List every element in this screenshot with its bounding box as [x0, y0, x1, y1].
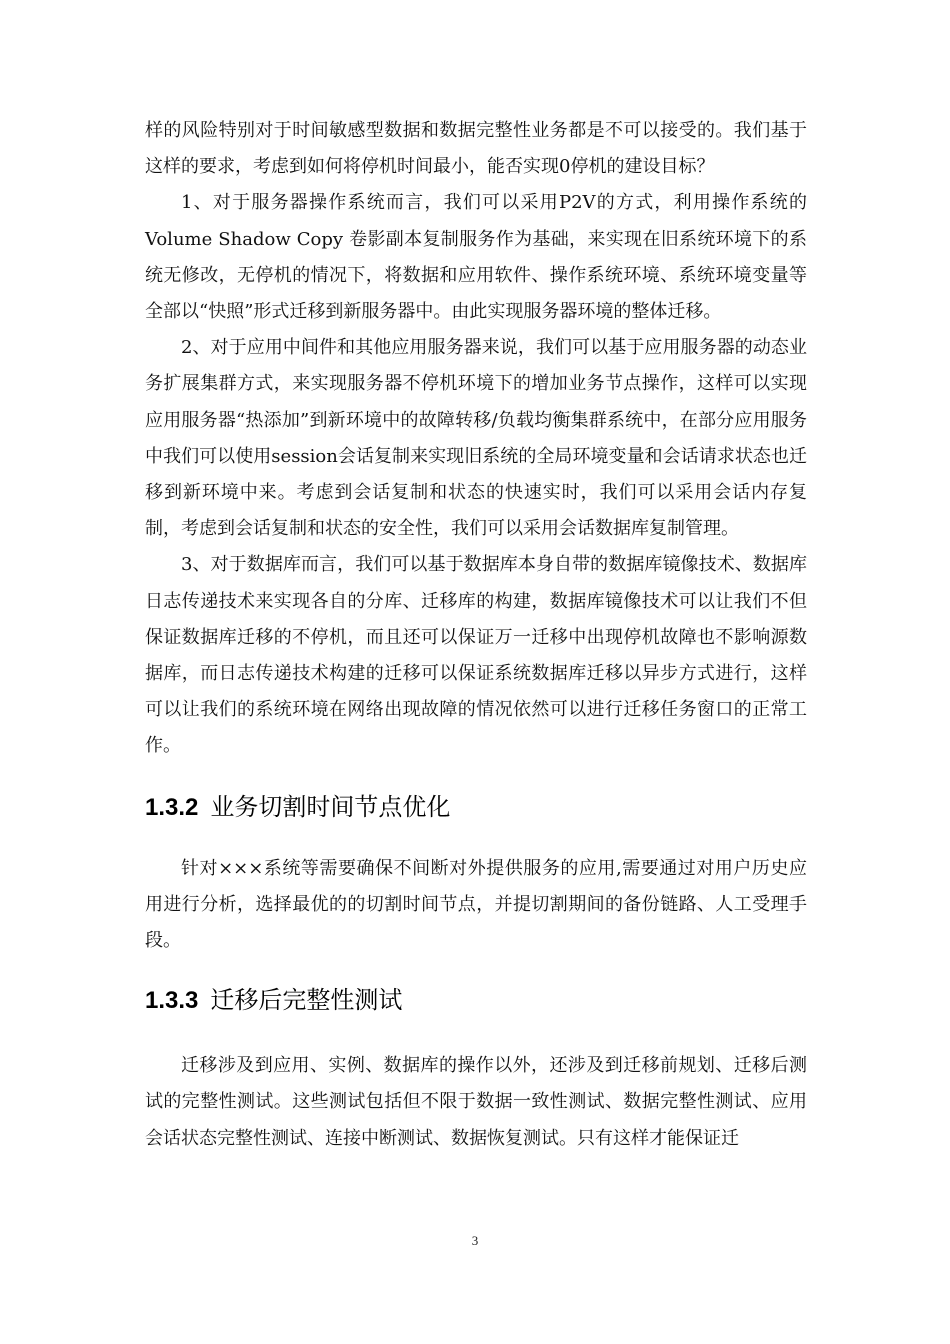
paragraph-integrity-testing: 迁移涉及到应用、实例、数据库的操作以外，还涉及到迁移前规划、迁移后测试的完整性测试。这些测试包括但不限于数据一致性测试、数据完整性测试、应用会话状态完整性测试、连接中断测试、数据恢复测试。只有这样才能保证迁	[145, 1055, 807, 1149]
page-body	[145, 113, 807, 1157]
paragraph-middleware: 2、对于应用中间件和其他应用服务器来说，我们可以基于应用服务器的动态业务扩展集群方式，来实现服务器不停机环境下的增加业务节点操作，这样可以实现应用服务器“热添加”到新环境中的故障转移/负载均衡集群系统中，在部分应用服务中我们可以使用session会话复制来实现旧系统的全局环境变量和会话请求状态也迁移到新环境中来。考虑到会话复制和状态的快速实时，我们可以采用会话内存复制，考虑到会话复制和状态的安全性，我们可以采用会话数据库复制管理。	[145, 337, 807, 540]
paragraph-server-os: 1、对于服务器操作系统而言，我们可以采用P2V的方式，利用操作系统的Volume Shadow Copy 卷影副本复制服务作为基础，来实现在旧系统环境下的系统无修改，无停机的情况下，将数据和应用软件、操作系统环境、系统环境变量等全部以“快照”形式迁移到新服务器中。由此实现服务器环境的整体迁移。	[145, 192, 807, 323]
section-number: 1.3.2	[145, 793, 199, 821]
paragraph-continuation: 样的风险特别对于时间敏感型数据和数据完整性业务都是不可以接受的。我们基于这样的要求，考虑到如何将停机时间最小，能否实现0停机的建设目标？	[145, 120, 807, 178]
page-number: 3	[471, 1233, 479, 1248]
section-number: 1.3.3	[145, 987, 199, 1015]
section-title: 业务切割时间节点优化	[210, 792, 451, 821]
paragraph-database: 3、对于数据库而言，我们可以基于数据库本身自带的数据库镜像技术、数据库日志传递技术来实现各自的分库、迁移库的构建，数据库镜像技术可以让我们不但保证数据库迁移的不停机，而且还可以保证万一迁移中出现停机故障也不影响源数据库，而日志传递技术构建的迁移可以保证系统数据库迁移以异步方式进行，这样可以让我们的系统环境在网络出现故障的情况依然可以进行迁移任务窗口的正常工作。	[145, 554, 807, 757]
paragraph-cutover-timing: 针对×××系统等需要确保不间断对外提供服务的应用,需要通过对用户历史应用进行分析，选择最优的的切割时间节点，并提切割期间的备份链路、人工受理手段。	[145, 857, 807, 952]
section-heading-1-3-2	[145, 789, 807, 826]
section-title: 迁移后完整性测试	[210, 986, 403, 1015]
section-heading-1-3-3	[145, 982, 807, 1019]
